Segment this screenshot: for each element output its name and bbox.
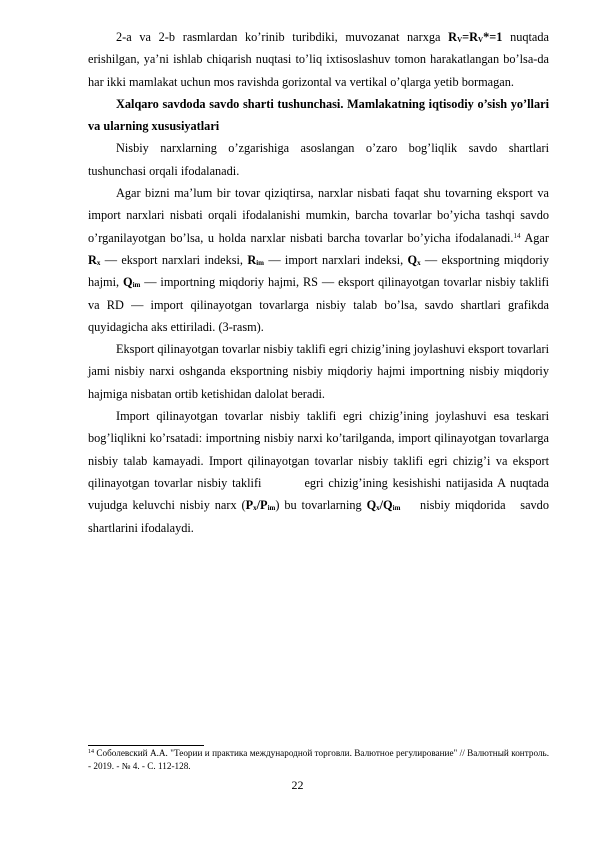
symbol-qx-qim: $Q_x/Q_{im}$ <box>366 498 401 513</box>
page-number: 22 <box>291 778 304 792</box>
paragraph-2: Nisbiy narxlarning o’zgarishiga asoslangan o’zaro bog’liqlik savdo shartlari tushunchasi orqali ifodalanadi. <box>88 141 549 178</box>
paragraph-5: Import qilinayotgan tovarlar nisbiy taklifi egri chizig’ining joylashuvi esa teskari bog’liqlikni ko’rsatadi: importning nisbiy narxi ko’tarilganda, import qilinayotgan tovarlarga nisbiy talab kamayadi. Import qilinayotgan tovarlar nisbiy taklifi egri chizig’i va eksport qilinayotgan tovarlar nisbiy taklifi egri chizig’ining kesishishi natijasida A nuqtada vujudga keluvchi nisbiy narx $(P_x/P_{im})$ bu tovarlarning $Q_x/Q_{im}$ nisbiy miqdorida savdo shartlarini ifodalaydi. <box>88 409 580 535</box>
formula-equilibrium: $R_V=R_V*=1$ <box>448 30 503 44</box>
symbol-rx: $R_x$ <box>88 252 101 267</box>
paragraph-1 <box>88 26 549 93</box>
footnote-text: Соболевский А.А. "Теории и практика международной торговли. Валютное регулирование" // Валютный контроль. - 2019. - № 4. - С. 112-128. <box>88 748 549 771</box>
footnote-divider <box>88 745 204 746</box>
document-body <box>88 26 580 539</box>
symbol-rim: $R_{im}$ <box>247 252 264 267</box>
footnote-reference[interactable]: 14 <box>513 231 521 240</box>
footnote-number: 14 <box>88 749 94 755</box>
text: nuqtada erishilgan, ya’ni ishlab chiqarish nuqtasi to’liq ixtisoslashuv tomon harakatlangan bo’lsa-da har ikki mamlakat uchun mos ravishda gorizontal va vertikal o’qlarga yetib bormagan. <box>88 30 549 89</box>
paragraph-4: Eksport qilinayotgan tovarlar nisbiy taklifi egri chizig’ining joylashuvi eksport tovarlari jami nisbiy narxi oshganda eksportning nisbiy miqdoriy hajmi importning nisbiy miqdoriy hajmiga nisbatan ortib ketishidan dalolat beradi. <box>88 342 549 401</box>
symbol-qim: $Q_{im}$ <box>122 275 141 290</box>
footnote <box>88 747 549 772</box>
paragraph-3: Agar bizni ma’lum bir tovar qiziqtirsa, narxlar nisbati faqat shu tovarning eksport va import narxlari nisbati orqali ifodalanishi mumkin, barcha tovarlar bo’yicha tashqi savdo o’rganilayotgan bo’lsa, u holda narxlar nisbati barcha tovarlar bo’yicha ifodalanadi.$^{14}$ Agar $R_x$ — eksport narxlari indeksi, $R_{im}$ — import narxlari indeksi, $Q_x$ — eksportning miqdoriy hajmi, $Q_{im}$ — importning miqdoriy hajmi, RS — eksport qilinayotgan tovarlar nisbiy taklifi va RD — import qilinayotgan tovarlarga nisbiy talab bo’lsa, savdo shartlari grafikda quyidagicha aks ettiriladi. (3-rasm). <box>88 186 550 334</box>
symbol-qx: $Q_x$ <box>407 252 421 267</box>
text: 2-a va 2-b rasmlardan ko’rinib turibdiki, muvozanat narxga <box>116 30 449 44</box>
section-heading: Xalqaro savdoda savdo sharti tushunchasi. Mamlakatning iqtisodiy o’sish yo’llari va ularning xususiyatlari <box>88 96 549 134</box>
symbol-px-pim: $P_x/P_{im}$ <box>245 498 276 513</box>
